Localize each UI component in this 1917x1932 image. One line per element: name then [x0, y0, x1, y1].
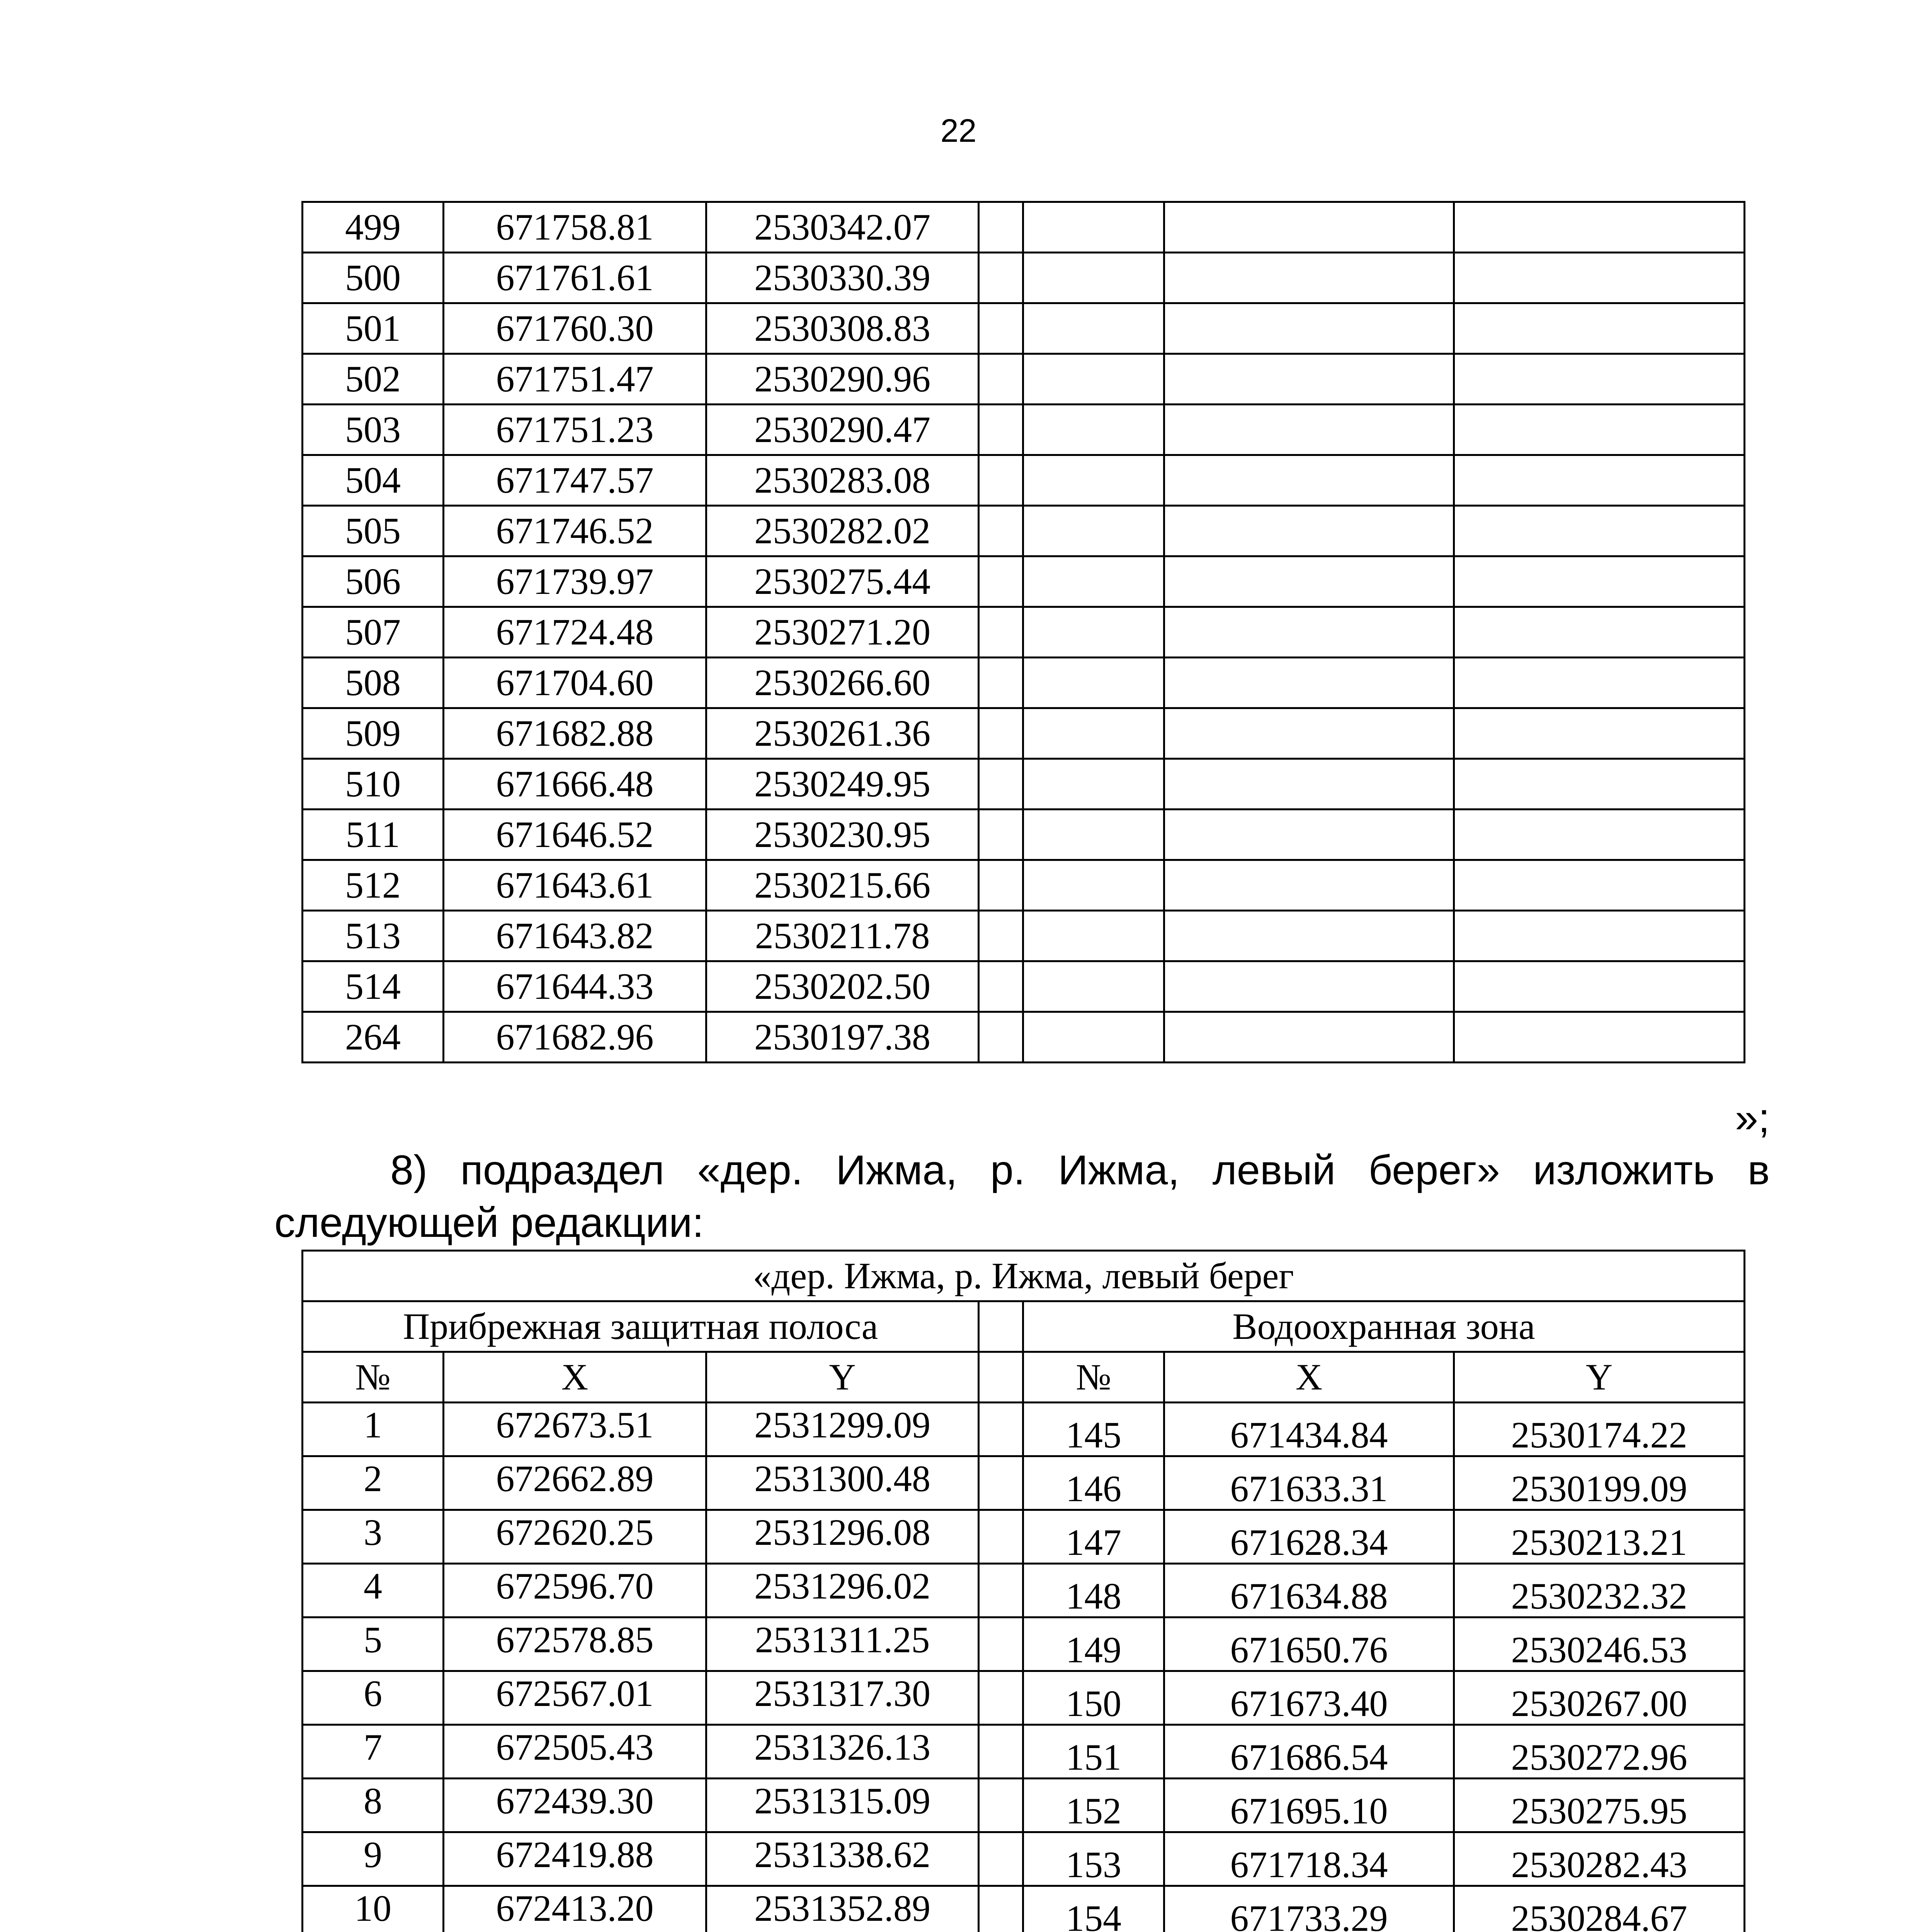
shore-point-number-cell: 2 [303, 1456, 444, 1510]
y-coordinate-cell: 2530282.02 [706, 506, 979, 556]
separator-cell [979, 708, 1023, 759]
separator-cell [979, 556, 1023, 607]
empty-cell [1454, 708, 1745, 759]
empty-cell [1023, 303, 1164, 354]
separator-cell [979, 1671, 1023, 1725]
empty-cell [1164, 253, 1454, 303]
zone-x-coordinate-cell: 671695.10 [1164, 1779, 1454, 1832]
x-coordinate-cell: 671751.47 [444, 354, 706, 405]
col-header-y: Y [706, 1352, 979, 1403]
right-section-header: Водоохранная зона [1023, 1301, 1745, 1352]
empty-cell [1164, 607, 1454, 658]
table-row [303, 759, 1745, 810]
empty-cell [1164, 556, 1454, 607]
separator-cell [979, 810, 1023, 860]
separator-cell [979, 1510, 1023, 1564]
separator-cell [979, 759, 1023, 810]
empty-cell [1454, 303, 1745, 354]
shore-y-coordinate-cell: 2531296.08 [706, 1510, 979, 1564]
empty-cell [1164, 961, 1454, 1012]
shore-x-coordinate-cell: 672567.01 [444, 1671, 706, 1725]
table-row [303, 1832, 1745, 1886]
x-coordinate-cell: 671739.97 [444, 556, 706, 607]
x-coordinate-cell: 671724.48 [444, 607, 706, 658]
shore-y-coordinate-cell: 2531299.09 [706, 1403, 979, 1456]
separator-cell [979, 1301, 1023, 1352]
point-number-cell: 508 [303, 658, 444, 708]
col-header-x: X [444, 1352, 706, 1403]
zone-point-number-cell: 154 [1023, 1886, 1164, 1932]
shore-point-number-cell: 4 [303, 1564, 444, 1617]
point-number-cell: 512 [303, 860, 444, 911]
empty-cell [1454, 455, 1745, 506]
zone-x-coordinate-cell: 671733.29 [1164, 1886, 1454, 1932]
x-coordinate-cell: 671758.81 [444, 202, 706, 253]
col-header-y: Y [1454, 1352, 1745, 1403]
shore-y-coordinate-cell: 2531352.89 [706, 1886, 979, 1932]
empty-cell [1164, 1012, 1454, 1063]
shore-point-number-cell: 9 [303, 1832, 444, 1886]
empty-cell [1454, 658, 1745, 708]
x-coordinate-cell: 671761.61 [444, 253, 706, 303]
table-row [303, 1456, 1745, 1510]
zone-point-number-cell: 150 [1023, 1671, 1164, 1725]
separator-cell [979, 1886, 1023, 1932]
shore-y-coordinate-cell: 2531338.62 [706, 1832, 979, 1886]
zone-y-coordinate-cell: 2530174.22 [1454, 1403, 1745, 1456]
x-coordinate-cell: 671760.30 [444, 303, 706, 354]
separator-cell [979, 1012, 1023, 1063]
zone-y-coordinate-cell: 2530272.96 [1454, 1725, 1745, 1779]
x-coordinate-cell: 671704.60 [444, 658, 706, 708]
point-number-cell: 503 [303, 405, 444, 455]
empty-cell [1164, 810, 1454, 860]
table-row [303, 658, 1745, 708]
y-coordinate-cell: 2530266.60 [706, 658, 979, 708]
table-row [303, 1779, 1745, 1832]
shore-y-coordinate-cell: 2531311.25 [706, 1617, 979, 1671]
shore-x-coordinate-cell: 672578.85 [444, 1617, 706, 1671]
zone-y-coordinate-cell: 2530213.21 [1454, 1510, 1745, 1564]
zone-y-coordinate-cell: 2530267.00 [1454, 1671, 1745, 1725]
empty-cell [1023, 253, 1164, 303]
point-number-cell: 507 [303, 607, 444, 658]
shore-x-coordinate-cell: 672419.88 [444, 1832, 706, 1886]
zone-point-number-cell: 151 [1023, 1725, 1164, 1779]
y-coordinate-cell: 2530275.44 [706, 556, 979, 607]
point-number-cell: 506 [303, 556, 444, 607]
point-number-cell: 513 [303, 911, 444, 961]
page-number: 22 [940, 112, 977, 149]
empty-cell [1023, 405, 1164, 455]
separator-cell [979, 1403, 1023, 1456]
zone-x-coordinate-cell: 671650.76 [1164, 1617, 1454, 1671]
point-number-cell: 500 [303, 253, 444, 303]
table-row [303, 354, 1745, 405]
table-title-row [303, 1251, 1745, 1301]
point-number-cell: 505 [303, 506, 444, 556]
y-coordinate-cell: 2530283.08 [706, 455, 979, 506]
shore-x-coordinate-cell: 672413.20 [444, 1886, 706, 1932]
shore-y-coordinate-cell: 2531300.48 [706, 1456, 979, 1510]
empty-cell [1454, 202, 1745, 253]
x-coordinate-cell: 671643.82 [444, 911, 706, 961]
point-number-cell: 509 [303, 708, 444, 759]
zone-y-coordinate-cell: 2530232.32 [1454, 1564, 1745, 1617]
point-number-cell: 514 [303, 961, 444, 1012]
separator-cell [979, 1617, 1023, 1671]
zone-point-number-cell: 149 [1023, 1617, 1164, 1671]
shore-x-coordinate-cell: 672662.89 [444, 1456, 706, 1510]
x-coordinate-cell: 671643.61 [444, 860, 706, 911]
empty-cell [1023, 911, 1164, 961]
zone-y-coordinate-cell: 2530282.43 [1454, 1832, 1745, 1886]
empty-cell [1454, 1012, 1745, 1063]
zone-point-number-cell: 152 [1023, 1779, 1164, 1832]
empty-cell [1454, 860, 1745, 911]
zone-y-coordinate-cell: 2530284.67 [1454, 1886, 1745, 1932]
shore-point-number-cell: 7 [303, 1725, 444, 1779]
empty-cell [1023, 556, 1164, 607]
zone-x-coordinate-cell: 671633.31 [1164, 1456, 1454, 1510]
empty-cell [1454, 354, 1745, 405]
x-coordinate-cell: 671746.52 [444, 506, 706, 556]
x-coordinate-cell: 671747.57 [444, 455, 706, 506]
shore-x-coordinate-cell: 672439.30 [444, 1779, 706, 1832]
empty-cell [1454, 810, 1745, 860]
table-row [303, 607, 1745, 658]
x-coordinate-cell: 671751.23 [444, 405, 706, 455]
separator-cell [979, 911, 1023, 961]
empty-cell [1164, 455, 1454, 506]
shore-point-number-cell: 8 [303, 1779, 444, 1832]
y-coordinate-cell: 2530271.20 [706, 607, 979, 658]
zone-x-coordinate-cell: 671628.34 [1164, 1510, 1454, 1564]
separator-cell [979, 1779, 1023, 1832]
table-row [303, 1725, 1745, 1779]
empty-cell [1023, 202, 1164, 253]
shore-point-number-cell: 6 [303, 1671, 444, 1725]
table-row [303, 455, 1745, 506]
empty-cell [1023, 810, 1164, 860]
x-coordinate-cell: 671646.52 [444, 810, 706, 860]
y-coordinate-cell: 2530308.83 [706, 303, 979, 354]
shore-point-number-cell: 10 [303, 1886, 444, 1932]
amendment-paragraph: 8) подраздел «дер. Ижма, р. Ижма, левый берег» изложить в следующей редакции: [274, 1146, 1770, 1246]
table-row [303, 303, 1745, 354]
empty-cell [1023, 455, 1164, 506]
table-row [303, 1564, 1745, 1617]
column-header-row [303, 1352, 1745, 1403]
empty-cell [1164, 405, 1454, 455]
zone-point-number-cell: 146 [1023, 1456, 1164, 1510]
point-number-cell: 511 [303, 810, 444, 860]
x-coordinate-cell: 671644.33 [444, 961, 706, 1012]
separator-cell [979, 1352, 1023, 1403]
y-coordinate-cell: 2530261.36 [706, 708, 979, 759]
y-coordinate-cell: 2530290.47 [706, 405, 979, 455]
shore-point-number-cell: 1 [303, 1403, 444, 1456]
empty-cell [1023, 658, 1164, 708]
shore-x-coordinate-cell: 672620.25 [444, 1510, 706, 1564]
table-row [303, 810, 1745, 860]
shore-x-coordinate-cell: 672505.43 [444, 1725, 706, 1779]
separator-cell [979, 506, 1023, 556]
empty-cell [1454, 405, 1745, 455]
zone-y-coordinate-cell: 2530199.09 [1454, 1456, 1745, 1510]
separator-cell [979, 1564, 1023, 1617]
separator-cell [979, 860, 1023, 911]
zone-x-coordinate-cell: 671634.88 [1164, 1564, 1454, 1617]
zone-x-coordinate-cell: 671434.84 [1164, 1403, 1454, 1456]
x-coordinate-cell: 671682.88 [444, 708, 706, 759]
point-number-cell: 510 [303, 759, 444, 810]
shore-y-coordinate-cell: 2531296.02 [706, 1564, 979, 1617]
col-header-number: № [303, 1352, 444, 1403]
shore-y-coordinate-cell: 2531315.09 [706, 1779, 979, 1832]
left-section-header: Прибрежная защитная полоса [303, 1301, 979, 1352]
zone-point-number-cell: 148 [1023, 1564, 1164, 1617]
coordinates-table-izhma-left-bank [301, 1250, 1745, 1932]
y-coordinate-cell: 2530197.38 [706, 1012, 979, 1063]
empty-cell [1164, 506, 1454, 556]
point-number-cell: 501 [303, 303, 444, 354]
empty-cell [1023, 759, 1164, 810]
zone-x-coordinate-cell: 671718.34 [1164, 1832, 1454, 1886]
shore-y-coordinate-cell: 2531326.13 [706, 1725, 979, 1779]
empty-cell [1023, 961, 1164, 1012]
empty-cell [1023, 708, 1164, 759]
table-row [303, 1886, 1745, 1932]
table-row [303, 556, 1745, 607]
shore-point-number-cell: 3 [303, 1510, 444, 1564]
zone-point-number-cell: 147 [1023, 1510, 1164, 1564]
shore-point-number-cell: 5 [303, 1617, 444, 1671]
y-coordinate-cell: 2530330.39 [706, 253, 979, 303]
empty-cell [1454, 911, 1745, 961]
table-title: «дер. Ижма, р. Ижма, левый берег [303, 1251, 1745, 1301]
y-coordinate-cell: 2530215.66 [706, 860, 979, 911]
empty-cell [1023, 860, 1164, 911]
table-row [303, 1617, 1745, 1671]
table-row [303, 1012, 1745, 1063]
separator-cell [979, 1725, 1023, 1779]
empty-cell [1023, 1012, 1164, 1063]
empty-cell [1164, 658, 1454, 708]
y-coordinate-cell: 2530249.95 [706, 759, 979, 810]
zone-y-coordinate-cell: 2530275.95 [1454, 1779, 1745, 1832]
separator-cell [979, 303, 1023, 354]
point-number-cell: 264 [303, 1012, 444, 1063]
separator-cell [979, 253, 1023, 303]
table-row [303, 911, 1745, 961]
table-row [303, 860, 1745, 911]
y-coordinate-cell: 2530230.95 [706, 810, 979, 860]
separator-cell [979, 405, 1023, 455]
separator-cell [979, 1456, 1023, 1510]
empty-cell [1454, 253, 1745, 303]
empty-cell [1023, 354, 1164, 405]
col-header-number: № [1023, 1352, 1164, 1403]
shore-x-coordinate-cell: 672673.51 [444, 1403, 706, 1456]
table-row [303, 1671, 1745, 1725]
empty-cell [1454, 607, 1745, 658]
table-row [303, 506, 1745, 556]
empty-cell [1164, 303, 1454, 354]
table-row [303, 961, 1745, 1012]
separator-cell [979, 455, 1023, 506]
empty-cell [1454, 759, 1745, 810]
x-coordinate-cell: 671682.96 [444, 1012, 706, 1063]
section-header-row [303, 1301, 1745, 1352]
shore-y-coordinate-cell: 2531317.30 [706, 1671, 979, 1725]
empty-cell [1164, 708, 1454, 759]
x-coordinate-cell: 671666.48 [444, 759, 706, 810]
separator-cell [979, 1832, 1023, 1886]
separator-cell [979, 202, 1023, 253]
zone-x-coordinate-cell: 671673.40 [1164, 1671, 1454, 1725]
table-row [303, 1403, 1745, 1456]
zone-point-number-cell: 153 [1023, 1832, 1164, 1886]
point-number-cell: 504 [303, 455, 444, 506]
point-number-cell: 502 [303, 354, 444, 405]
empty-cell [1164, 354, 1454, 405]
empty-cell [1454, 506, 1745, 556]
empty-cell [1164, 202, 1454, 253]
table-row [303, 708, 1745, 759]
shore-x-coordinate-cell: 672596.70 [444, 1564, 706, 1617]
table-row [303, 1510, 1745, 1564]
zone-y-coordinate-cell: 2530246.53 [1454, 1617, 1745, 1671]
coordinates-table-continued [301, 201, 1745, 1063]
empty-cell [1164, 759, 1454, 810]
empty-cell [1454, 556, 1745, 607]
separator-cell [979, 658, 1023, 708]
table-row [303, 253, 1745, 303]
y-coordinate-cell: 2530342.07 [706, 202, 979, 253]
separator-cell [979, 354, 1023, 405]
table-row [303, 405, 1745, 455]
zone-x-coordinate-cell: 671686.54 [1164, 1725, 1454, 1779]
empty-cell [1164, 860, 1454, 911]
y-coordinate-cell: 2530290.96 [706, 354, 979, 405]
empty-cell [1023, 607, 1164, 658]
empty-cell [1164, 911, 1454, 961]
table-row [303, 202, 1745, 253]
y-coordinate-cell: 2530202.50 [706, 961, 979, 1012]
separator-cell [979, 961, 1023, 1012]
empty-cell [1454, 961, 1745, 1012]
y-coordinate-cell: 2530211.78 [706, 911, 979, 961]
closing-quote: »; [1735, 1094, 1770, 1141]
empty-cell [1023, 506, 1164, 556]
col-header-x: X [1164, 1352, 1454, 1403]
zone-point-number-cell: 145 [1023, 1403, 1164, 1456]
separator-cell [979, 607, 1023, 658]
point-number-cell: 499 [303, 202, 444, 253]
